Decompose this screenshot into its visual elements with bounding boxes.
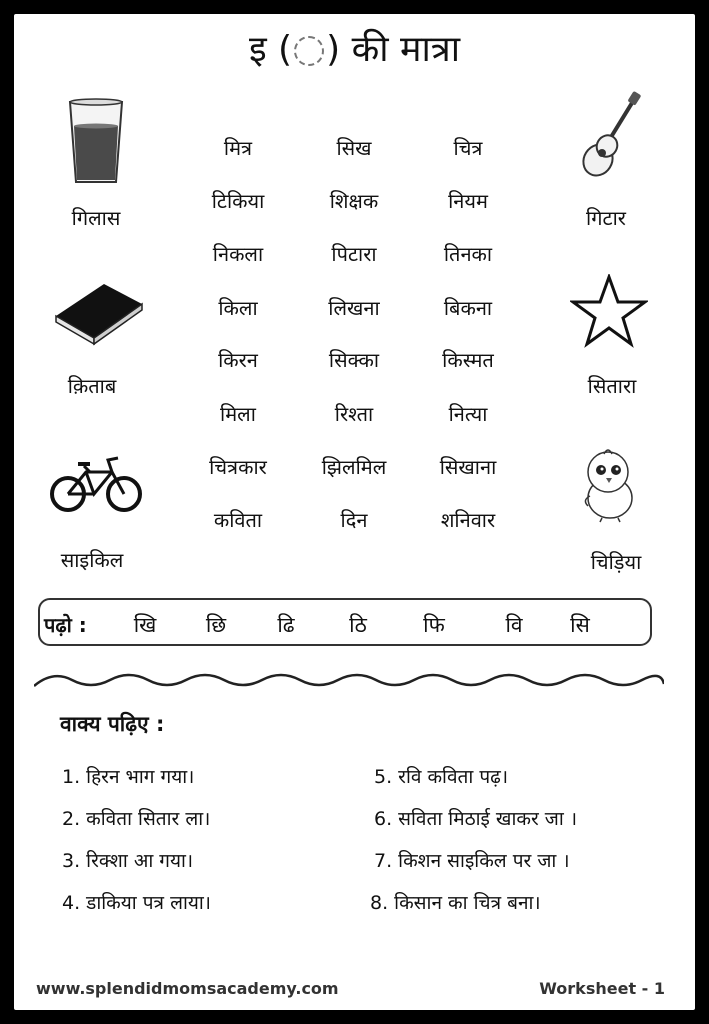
matra-placeholder-circle [294, 36, 324, 66]
word-cell: मिला [220, 402, 256, 426]
bird-icon [574, 446, 644, 524]
read-label: पढ़ो : [44, 613, 87, 637]
glass-icon [66, 96, 126, 186]
sentence-item: 3. रिक्शा आ गया। [62, 850, 194, 872]
word-cell: नियम [448, 189, 488, 213]
word-cell: झिलमिल [321, 455, 387, 479]
footer-worksheet-number: Worksheet - 1 [539, 979, 665, 998]
sentence-item: 8. किसान का चित्र बना। [370, 892, 541, 914]
picture-label-guitar: गिटार [586, 206, 626, 230]
word-cell: बिकना [443, 296, 493, 320]
word-cell: चित्रकार [209, 455, 267, 479]
read-letter: वि [505, 613, 523, 637]
title-letter: इ ( [248, 29, 293, 70]
read-letter: ढि [277, 613, 295, 637]
word-cell: तिनका [443, 242, 493, 266]
picture-label-star: सितारा [587, 374, 637, 398]
footer-website: www.splendidmomsacademy.com [36, 979, 339, 998]
sentence-item: 5. रवि कविता पढ़। [374, 766, 509, 788]
read-letter: ठि [349, 613, 367, 637]
word-cell: शिक्षक [329, 189, 379, 213]
picture-label-bird: चिड़िया [590, 550, 642, 574]
guitar-icon [580, 90, 642, 182]
read-letter: खि [133, 613, 157, 637]
word-cell: कविता [213, 508, 263, 532]
word-cell: निकला [212, 242, 264, 266]
word-cell: सिखाना [439, 455, 497, 479]
word-cell: सिक्का [328, 348, 380, 372]
word-cell: किस्मत [442, 348, 494, 372]
read-letter: सि [570, 613, 590, 637]
read-letter: छि [205, 613, 227, 637]
book-icon [52, 280, 144, 346]
sentence-item: 2. कविता सितार ला। [62, 808, 211, 830]
read-letter: फि [423, 613, 445, 637]
word-cell: पिटारा [331, 242, 377, 266]
word-cell: टिकिया [211, 189, 265, 213]
page-title [0, 28, 709, 72]
sentences-heading: वाक्य पढ़िए : [60, 712, 165, 736]
picture-label-book: क़िताब [67, 374, 117, 398]
sentence-item: 7. किशन साइकिल पर जा । [374, 850, 570, 872]
word-cell: दिन [340, 508, 368, 532]
title-suffix: ) की मात्रा [326, 29, 461, 70]
word-cell: मित्र [223, 136, 253, 160]
bicycle-icon [50, 452, 142, 514]
wave-divider [34, 668, 664, 696]
word-cell: सिख [336, 136, 372, 160]
picture-label-bicycle: साइकिल [60, 548, 124, 572]
sentence-item: 4. डाकिया पत्र लाया। [62, 892, 212, 914]
picture-label-glass: गिलास [71, 206, 121, 230]
star-icon [570, 274, 648, 348]
word-cell: रिश्ता [334, 402, 374, 426]
word-cell: किरन [218, 348, 258, 372]
word-cell: शनिवार [440, 508, 496, 532]
word-cell: चित्र [453, 136, 483, 160]
sentence-item: 6. सविता मिठाई खाकर जा । [374, 808, 578, 830]
word-cell: लिखना [328, 296, 380, 320]
word-cell: नित्या [448, 402, 488, 426]
sentence-item: 1. हिरन भाग गया। [62, 766, 195, 788]
word-cell: किला [218, 296, 258, 320]
